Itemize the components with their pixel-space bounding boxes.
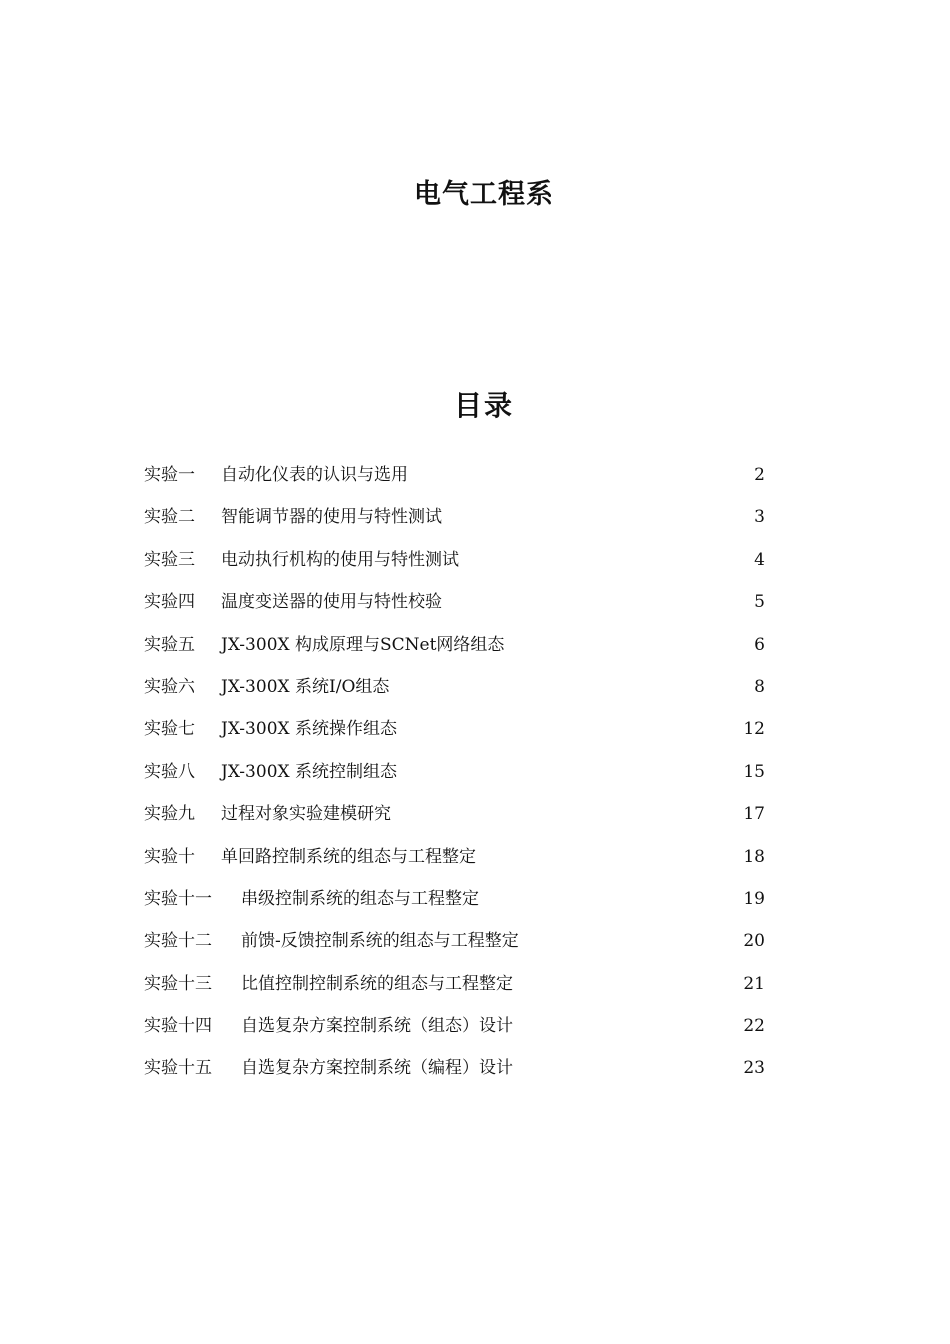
- toc-entry-number: 实验六: [144, 676, 195, 697]
- toc-entry-number: 实验四: [144, 592, 195, 613]
- toc-entry-title: 前馈-反馈控制系统的组态与工程整定: [241, 931, 519, 952]
- toc-entry-title: 智能调节器的使用与特性测试: [221, 507, 442, 528]
- toc-entry[interactable]: [0, 1047, 950, 1089]
- toc-entry-title: 电动执行机构的使用与特性测试: [221, 549, 459, 570]
- toc-entry-title: 单回路控制系统的组态与工程整定: [221, 846, 476, 867]
- toc-list: [0, 454, 950, 1090]
- toc-entry[interactable]: [0, 666, 950, 708]
- toc-entry-title: JX-300X 系统操作组态: [221, 719, 398, 740]
- toc-entry-page: 15: [743, 761, 765, 782]
- toc-entry-number: 实验五: [144, 634, 195, 655]
- toc-entry[interactable]: [0, 539, 950, 581]
- toc-entry-page: 19: [743, 888, 765, 909]
- toc-entry-title: 自选复杂方案控制系统（编程）设计: [241, 1058, 513, 1079]
- toc-entry[interactable]: [0, 878, 950, 920]
- toc-title: 目录: [453, 389, 514, 422]
- toc-entry-title: 自选复杂方案控制系统（组态）设计: [241, 1016, 513, 1037]
- toc-entry[interactable]: [0, 454, 950, 496]
- toc-entry-page: 8: [754, 676, 765, 697]
- toc-entry-number: 实验一: [144, 465, 195, 485]
- toc-entry[interactable]: [0, 624, 950, 666]
- toc-entry-title: 串级控制系统的组态与工程整定: [241, 888, 479, 909]
- toc-entry-page: 17: [743, 804, 765, 825]
- toc-entry-title: 温度变送器的使用与特性校验: [221, 592, 442, 613]
- toc-entry-title: 比值控制控制系统的组态与工程整定: [241, 973, 513, 994]
- toc-entry[interactable]: [0, 1005, 950, 1047]
- toc-entry-page: 2: [754, 465, 765, 485]
- toc-entry-title: 过程对象实验建模研究: [221, 804, 391, 825]
- toc-entry-title: JX-300X 构成原理与SCNet网络组态: [221, 634, 505, 655]
- toc-entry[interactable]: [0, 920, 950, 962]
- toc-entry[interactable]: [0, 496, 950, 538]
- toc-entry-page: 6: [754, 634, 765, 655]
- toc-entry-number: 实验二: [144, 507, 195, 528]
- toc-entry-page: 4: [754, 549, 765, 570]
- toc-entry-title: JX-300X 系统控制组态: [221, 761, 398, 782]
- department-title: 电气工程系: [414, 179, 554, 210]
- toc-entry-title: JX-300X 系统I/O组态: [221, 676, 390, 697]
- toc-entry-number: 实验八: [144, 761, 195, 782]
- toc-entry-number: 实验十三: [144, 973, 212, 994]
- toc-entry-number: 实验十: [144, 846, 195, 867]
- toc-entry-page: 20: [743, 931, 765, 952]
- toc-entry[interactable]: [0, 793, 950, 835]
- toc-entry-page: 3: [754, 507, 765, 528]
- toc-entry[interactable]: [0, 708, 950, 750]
- toc-entry-page: 12: [743, 719, 765, 740]
- toc-entry-title: 自动化仪表的认识与选用: [221, 465, 408, 485]
- toc-entry[interactable]: [0, 963, 950, 1005]
- toc-entry-number: 实验十四: [144, 1016, 212, 1037]
- toc-entry-page: 21: [743, 973, 765, 994]
- toc-entry-page: 22: [743, 1016, 765, 1037]
- toc-entry-number: 实验十二: [144, 931, 212, 952]
- toc-entry-number: 实验七: [144, 719, 195, 740]
- toc-entry-page: 18: [743, 846, 765, 867]
- toc-entry[interactable]: [0, 751, 950, 793]
- toc-entry-number: 实验十一: [144, 888, 212, 909]
- toc-entry-number: 实验九: [144, 804, 195, 825]
- toc-entry-number: 实验三: [144, 549, 195, 570]
- toc-entry-number: 实验十五: [144, 1058, 212, 1079]
- toc-entry[interactable]: [0, 836, 950, 878]
- toc-entry-page: 23: [743, 1058, 765, 1079]
- toc-entry[interactable]: [0, 581, 950, 623]
- toc-entry-page: 5: [754, 592, 765, 613]
